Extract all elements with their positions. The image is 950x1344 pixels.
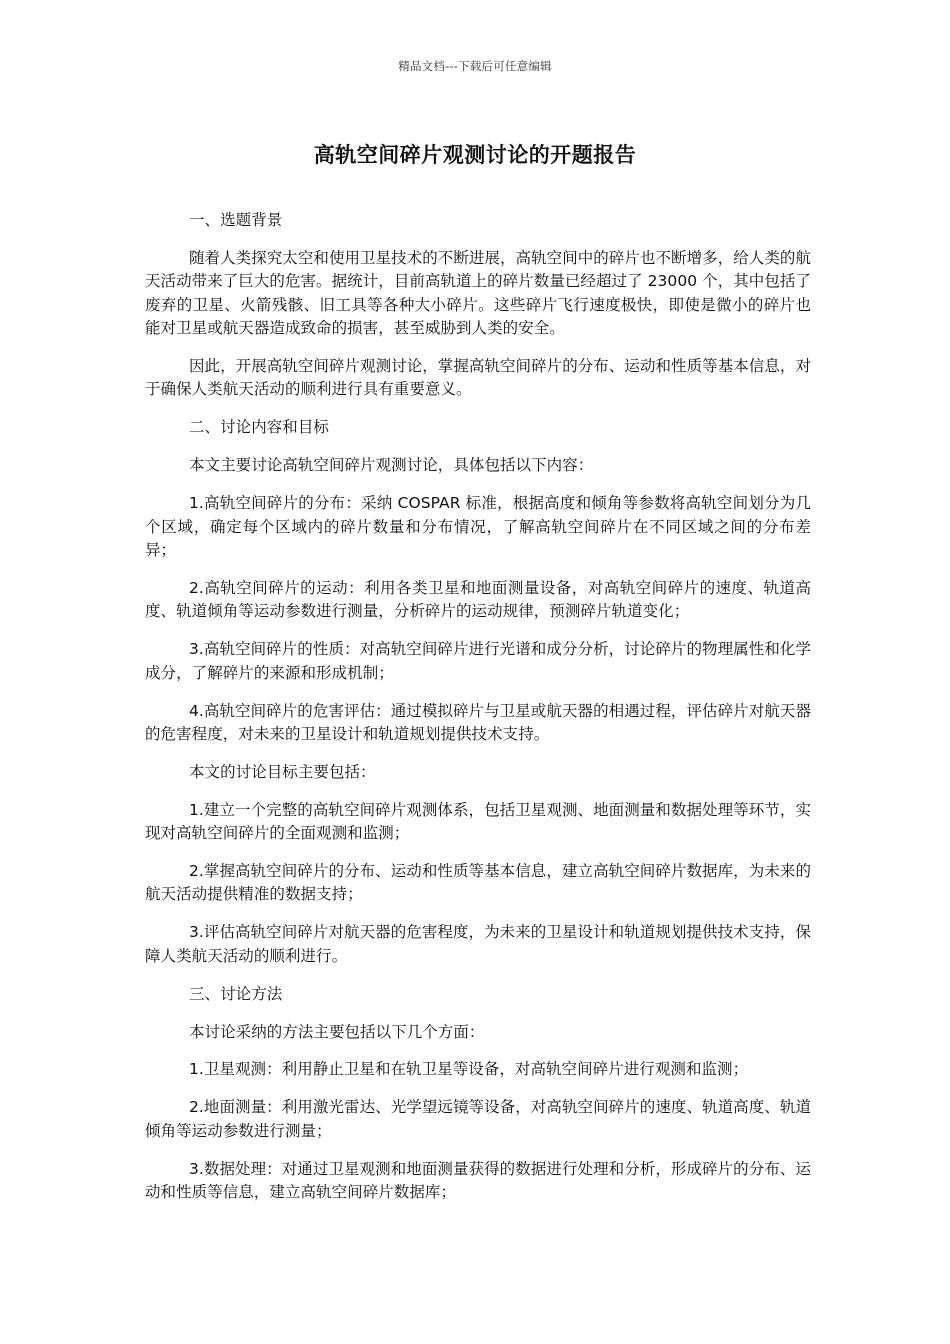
section-heading-background: 一、选题背景 [189, 211, 283, 229]
document-title: 高轨空间碎片观测讨论的开题报告 [313, 143, 637, 167]
section-heading-methods: 三、讨论方法 [189, 984, 283, 1003]
list-item-method-3: 3.数据处理：对通过卫星观测和地面测量获得的数据进行处理和分析，形成碎片的分布、运动和性质等信息，建立高轨空间碎片数据库； [145, 1159, 811, 1202]
list-item-method-1: 1.卫星观测：利用静止卫星和在轨卫星等设备，对高轨空间碎片进行观测和监测； [189, 1060, 749, 1079]
paragraph-significance: 因此，开展高轨空间碎片观测讨论，掌握高轨空间碎片的分布、运动和性质等基本信息，对于确保人类航天活动的顺利进行具有重要意义。 [145, 357, 812, 399]
document-body [145, 209, 811, 1219]
list-item-method-2: 2.地面测量：利用激光雷达、光学望远镜等设备，对高轨空间碎片的速度、轨道高度、轨道倾角等运动参数进行测量； [145, 1098, 811, 1140]
list-item-content-1: 1.高轨空间碎片的分布：采纳 COSPAR 标准，根据高度和倾角等参数将高轨空间划分为几个区域，确定每个区域内的碎片数量和分布情况，了解高轨空间碎片在不同区域之间的分布差异； [145, 494, 811, 559]
paragraph-goals-intro: 本文的讨论目标主要包括： [189, 762, 376, 781]
paragraph-background: 随着人类探究太空和使用卫星技术的不断进展，高轨空间中的碎片也不断增多，给人类的航天活动带来了巨大的危害。据统计，目前高轨道上的碎片数量已经超过了 23000 个，其中包括了废弃的卫星、火箭残骸、旧工具等各种大小碎片。这些碎片飞行速度极快，即使是微小的碎片也能对卫星或航天器造成致命的损害，甚至威胁到人类的安全。 [145, 248, 812, 338]
list-item-content-2: 2.高轨空间碎片的运动：利用各类卫星和地面测量设备，对高轨空间碎片的速度、轨道高度、轨道倾角等运动参数进行测量，分析碎片的运动规律，预测碎片轨道变化； [145, 578, 811, 621]
paragraph-methods-intro: 本讨论采纳的方法主要包括以下几个方面： [189, 1022, 485, 1041]
list-item-goal-3: 3.评估高轨空间碎片对航天器的危害程度，为未来的卫星设计和轨道规划提供技术支持，保障人类航天活动的顺利进行。 [145, 923, 811, 965]
list-item-goal-2: 2.掌握高轨空间碎片的分布、运动和性质等基本信息，建立高轨空间碎片数据库，为未来的航天活动提供精准的数据支持； [145, 862, 811, 904]
list-item-content-4: 4.高轨空间碎片的危害评估：通过模拟碎片与卫星或航天器的相遇过程，评估碎片对航天器的危害程度，对未来的卫星设计和轨道规划提供技术支持。 [145, 701, 811, 743]
header-note: 精品文档---下载后可任意编辑 [398, 59, 552, 73]
paragraph-content-intro: 本文主要讨论高轨空间碎片观测讨论，具体包括以下内容： [189, 456, 594, 475]
section-heading-content-goals: 二、讨论内容和目标 [189, 418, 329, 437]
list-item-content-3: 3.高轨空间碎片的性质：对高轨空间碎片进行光谱和成分分析，讨论碎片的物理属性和化学成分，了解碎片的来源和形成机制； [145, 640, 811, 682]
list-item-goal-1: 1.建立一个完整的高轨空间碎片观测体系，包括卫星观测、地面测量和数据处理等环节，实现对高轨空间碎片的全面观测和监测； [145, 800, 811, 843]
